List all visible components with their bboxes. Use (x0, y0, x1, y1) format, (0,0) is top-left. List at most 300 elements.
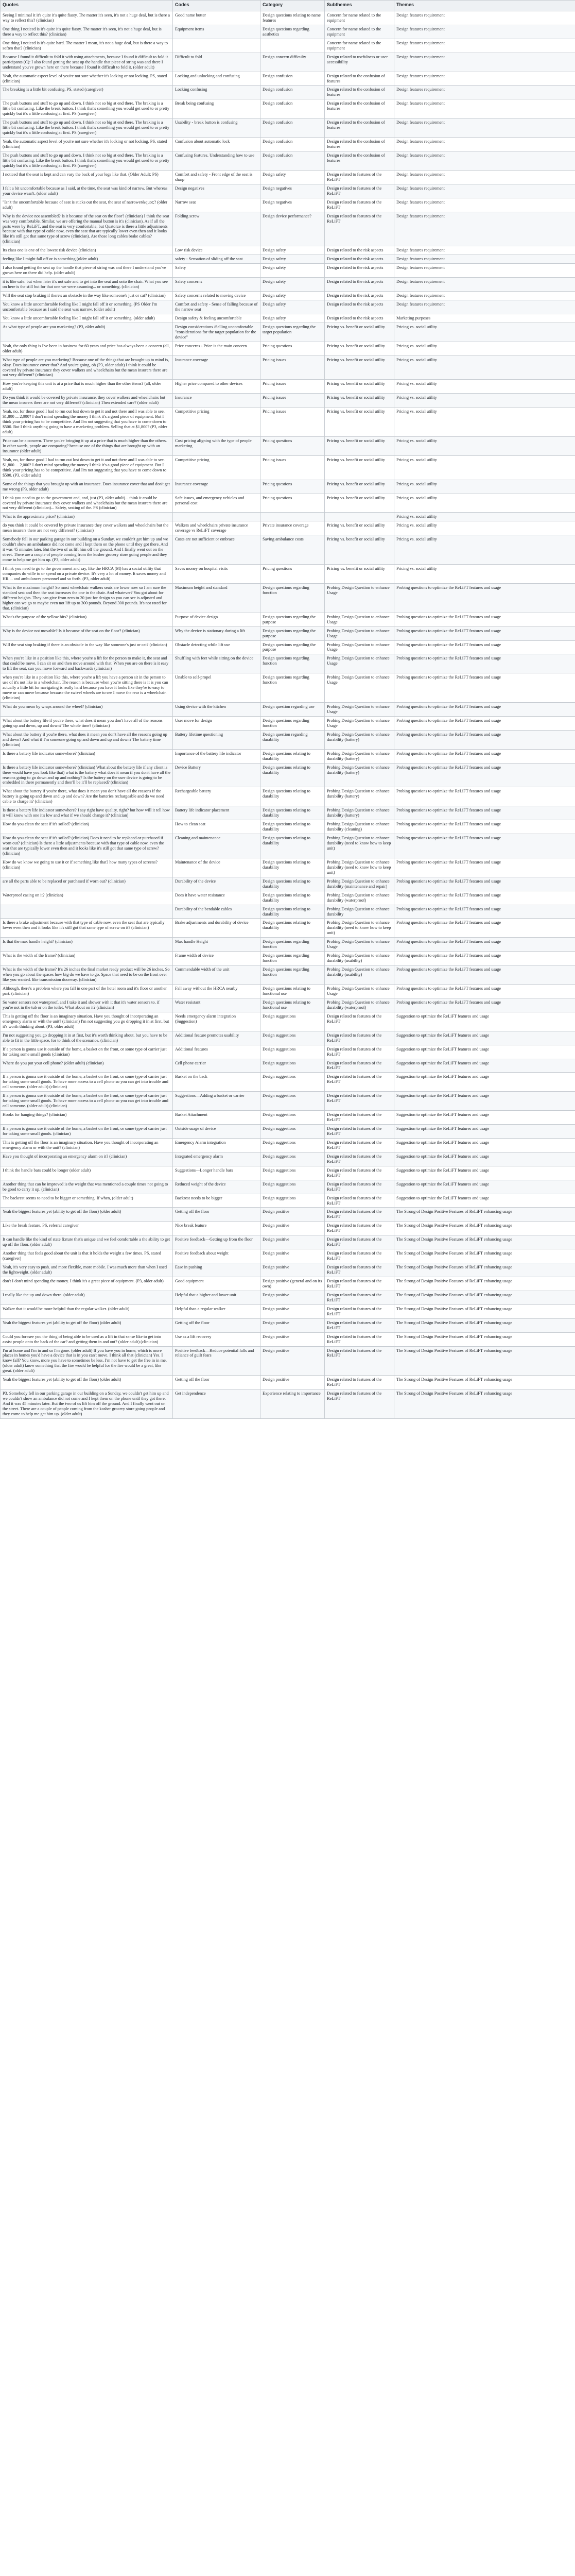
quote-cell: Yeah, it's very easy to push. and more flexible, more mobile. I was much more than when I used the lightweight. (older adult) (1, 1263, 173, 1277)
table-row (1, 342, 575, 355)
subtheme-cell: Design related to features of the ReLiFT (325, 170, 394, 184)
theme-cell: Pricing vs. social utility (394, 513, 575, 521)
quote-cell: If a person is gonna use it outside of the home, a basket on the front, or some type of carrier just for taking some small goods. To have more access to a cell phone so you can get into trouble and call someone. (older adult) (clinician) (1, 1092, 173, 1111)
theme-cell: Probing questions to optimize the ReLiFT features and usage (394, 877, 575, 891)
category-cell: Design safety (260, 278, 325, 292)
quote-cell: when you're like in a position like this, where you're a lift you have a person sit in the person to use of it's not like in a wheelchair. The reason is because when you're sitting there is it is you can actually a little bit for navigating is really hard because you have it looks like they're to easy to move or can move because because the swivel wheels are to see I move the rear is a wheelchair. (clinician) (1, 673, 173, 703)
theme-cell: Probing questions to optimize the ReLiFT features and usage (394, 787, 575, 806)
category-cell: Design confusion (260, 151, 325, 171)
theme-cell: Probing questions to optimize the ReLiFT features and usage (394, 673, 575, 703)
code-cell: Price concerns - Price is the main concern (173, 342, 260, 355)
theme-cell: Design features requirement (394, 170, 575, 184)
code-cell: Folding screw (173, 212, 260, 246)
theme-cell: Pricing vs. social utility (394, 323, 575, 342)
category-cell: Design questions relating to name features (260, 11, 325, 25)
subtheme-cell: Design related to features of the ReLiFT (325, 1249, 394, 1263)
theme-cell: Probing questions to optimize the ReLiFT features and usage (394, 613, 575, 626)
subtheme-cell: Probing Design Question to enhance durability (usability) (325, 965, 394, 985)
category-cell: Design questions regarding function (260, 952, 325, 965)
subtheme-cell: Design related to features of the ReLiFT (325, 1180, 394, 1194)
code-cell: Safety concerns related to moving device (173, 292, 260, 300)
table-body (1, 11, 575, 1419)
code-cell: Comfort and safety - Sense of falling because of the narrow seat (173, 300, 260, 314)
table-row (1, 703, 575, 717)
category-cell: Design positive (260, 1291, 325, 1304)
theme-cell: The Strong of Design Positive Features of ReLiFT enhancing usage (394, 1249, 575, 1263)
theme-cell: Probing questions to optimize the ReLiFT features and usage (394, 834, 575, 858)
quote-cell: How you're keeping this unit is at a price that is much higher than the other items? (all, older adult) (1, 380, 173, 394)
table-row (1, 1235, 575, 1249)
category-cell: Design questions regarding function (260, 716, 325, 730)
subtheme-cell: Pricing vs. benefit or social utility (325, 323, 394, 342)
table-row (1, 99, 575, 118)
table-row (1, 952, 575, 965)
code-cell: Confusion about automatic lock (173, 138, 260, 151)
table-row (1, 323, 575, 342)
subtheme-cell: Design related to features of the ReLiFT (325, 1073, 394, 1092)
subtheme-cell: Design related to the risk aspects (325, 314, 394, 323)
subtheme-cell: Pricing vs. benefit or social utility (325, 437, 394, 456)
table-row (1, 749, 575, 763)
category-cell: Design confusion (260, 99, 325, 118)
code-cell: Importance of the battery life indicator (173, 749, 260, 763)
quote-cell: What is the width of the frame? It's 26 inches the final market ready product will be 26 inches. So when you go about the spaces how big do we have to go. Space that need to be on the front over like you wanted. like transmission doorway. (clinician) (1, 965, 173, 985)
theme-cell: The Strong of Design Positive Features of ReLiFT enhancing usage (394, 1222, 575, 1235)
code-cell: Locking confusing (173, 86, 260, 99)
subtheme-cell: Probing Design Question to enhance Usage (325, 703, 394, 717)
quote-cell (1, 905, 173, 919)
theme-cell: Pricing vs. social utility (394, 380, 575, 394)
quote-cell: Yeah, the only thing is I've been in business for 60 years and price has always been a concern (all, older adult) (1, 342, 173, 355)
subtheme-cell: Probing Design Question to enhance durability (battery) (325, 806, 394, 820)
code-cell: Break being confusing (173, 99, 260, 118)
subtheme-cell: Probing Design Question to enhance Usage (325, 640, 394, 654)
subtheme-cell: Probing Design Question to enhance Usage (325, 626, 394, 640)
subtheme-cell: Design related to the risk aspects (325, 264, 394, 278)
quote-cell: The push buttons and stuff to go up and down. I think not so big at end there. The braking is a little bit confusing. Like the break button. I think that's something you would get used to or pretty quickly but it's a little confusing at first. PS (caregiver) (1, 99, 173, 118)
header-row (1, 1, 575, 11)
code-cell: Additional features (173, 1045, 260, 1059)
subtheme-cell: Probing Design Question to enhance durability (cleaning) (325, 820, 394, 834)
code-cell: Saves money on hospital visits (173, 565, 260, 584)
code-cell: Reduced weight of the device (173, 1180, 260, 1194)
theme-cell: Design features requirement (394, 184, 575, 198)
quote-cell: The push buttons and stuff to go up and down. I think not so big at end there. The braking is a little bit confusing. Like the break button. I think that's something you would get used to or pretty quickly but it's a little confusing at first. PS (caregiver) (1, 151, 173, 171)
category-cell: Design confusion (260, 72, 325, 86)
quote-cell: Although, there's a problem where you fall in one part of the hotel room and it's floor or another part. (clinician) (1, 985, 173, 998)
category-cell: Design question regarding durability (260, 730, 325, 749)
code-cell: Additional feature promotes usability (173, 1031, 260, 1045)
code-cell: Positive feedback about weight (173, 1249, 260, 1263)
subtheme-cell: Probing Design Question to enhance Usage (325, 985, 394, 998)
subtheme-cell: Design related to the risk aspects (325, 255, 394, 264)
theme-cell: Probing questions to optimize the ReLiFT features and usage (394, 891, 575, 905)
quote-cell: The backrest seems to need to be bigger or something. If when, (older adult) (1, 1194, 173, 1208)
quote-cell: Could you foresee you the thing of being able to be used as a lift in that sense like to get into assist people onto the back of the car? and getting them in and out? (older adult) (clinician) (1, 1332, 173, 1346)
theme-cell: Design features requirement (394, 53, 575, 72)
subtheme-cell: Design related to features of the ReLiFT (325, 1332, 394, 1346)
theme-cell: Design features requirement (394, 212, 575, 246)
quote-cell: The breaking is a little bit confusing. PS, stated (caregiver) (1, 86, 173, 99)
code-cell: Walkers and wheelchairs private insurance coverage vs ReLiFT coverage (173, 521, 260, 535)
code-cell: Durability of the device (173, 877, 260, 891)
category-cell: Pricing questions (260, 494, 325, 513)
theme-cell: Suggestion to optimize the ReLiFT features and usage (394, 1166, 575, 1180)
subtheme-cell: Probing Design Question to enhance Usage (325, 654, 394, 673)
theme-cell: Marketing purposes (394, 314, 575, 323)
theme-cell: Pricing vs. social utility (394, 408, 575, 437)
theme-cell: Pricing vs. social utility (394, 480, 575, 494)
code-cell: Safety (173, 264, 260, 278)
category-cell: Design questions relating to durability (260, 749, 325, 763)
table-row (1, 1059, 575, 1073)
subtheme-cell: Probing Design Question to enhance durability (battery) (325, 749, 394, 763)
code-cell: Suggestions—Longer handle bars (173, 1166, 260, 1180)
theme-cell: Suggestion to optimize the ReLiFT features and usage (394, 1031, 575, 1045)
category-cell: Pricing issues (260, 455, 325, 480)
quote-cell: I also found getting the seat up the handle that piece of string was and there I understand you've grown here on there did help. (older adult) (1, 264, 173, 278)
code-cell: Comfort and safety - Front edge of the seat is sharp (173, 170, 260, 184)
subtheme-cell: Design related to features of the ReLiFT (325, 198, 394, 212)
category-cell: Pricing issues (260, 394, 325, 408)
table-row (1, 1138, 575, 1152)
table-row (1, 820, 575, 834)
table-row (1, 53, 575, 72)
theme-cell: Design features requirement (394, 138, 575, 151)
table-row (1, 583, 575, 613)
category-cell: Design negatives (260, 184, 325, 198)
code-cell: Usability - break button is confusing (173, 118, 260, 138)
theme-cell: The Strong of Design Positive Features of ReLiFT enhancing usage (394, 1346, 575, 1376)
quote-cell: "Isn't the uncomfortable because of seat is sticks out the seat, the seat of narrower&quot;? (older adult) (1, 198, 173, 212)
theme-cell: Probing questions to optimize the ReLiFT features and usage (394, 820, 575, 834)
code-cell: Device Battery (173, 763, 260, 787)
table-row (1, 394, 575, 408)
quote-cell: Why is the device not movable? Is it because of the seat on the floor? (clinician) (1, 626, 173, 640)
quote-cell: feeling like I might fall off or is something (older adult) (1, 255, 173, 264)
category-cell: Design positive (260, 1304, 325, 1318)
quote-cell: I really like the up and down there. (older adult) (1, 1291, 173, 1304)
subtheme-cell: Design related to features of the ReLiFT (325, 1012, 394, 1031)
theme-cell: Pricing vs. social utility (394, 455, 575, 480)
category-cell: Design positive (260, 1376, 325, 1389)
code-cell: Needs emergency alarm integration (Suggestion) (173, 1012, 260, 1031)
category-cell: Design questions relating to durability (260, 763, 325, 787)
quote-cell: This is getting off the floor is an imaginary situation. Have you thought of incorporating an emergency alarm or with the unit? (clinician) I'm not suggesting you go dropping it in at first, but it's worth thinking about. (P3, older adult) (1, 1012, 173, 1031)
code-cell: Cleaning and maintenance (173, 834, 260, 858)
theme-cell: Probing questions to optimize the ReLiFT features and usage (394, 749, 575, 763)
theme-cell: Design features requirement (394, 99, 575, 118)
quote-cell: Somebody fell in our parking garage in our building on a Sunday, we couldn't get him up and we couldn't show an ambulance did not come and I kept them on the phone until they got there. And it was 45 minutes later. But the two of us lift him off the ground. And I finally went out on the street. There are a couple of people coming from the kosher grocery store going people and they come to help me get him up. (P3, older adult) (1, 535, 173, 565)
category-cell: Design safety (260, 246, 325, 255)
table-row (1, 1346, 575, 1376)
code-cell: Water resistant (173, 998, 260, 1012)
theme-cell: Suggestion to optimize the ReLiFT features and usage (394, 1059, 575, 1073)
theme-cell: Design features requirement (394, 198, 575, 212)
table-row (1, 25, 575, 39)
theme-cell: Design features requirement (394, 11, 575, 25)
category-cell: Design confusion (260, 86, 325, 99)
table-row (1, 787, 575, 806)
theme-cell: Pricing vs. social utility (394, 535, 575, 565)
subtheme-cell: Pricing vs. benefit or social utility (325, 480, 394, 494)
quote-cell: How do you clean the seat if it's soiled? (clinician) Does it need to be replaced or purchased if worn out? (clinician) Is there a little adjustments because with that type of cable now, even the seat that are typically lower even then and it looks like it's still got that same type of screw? (clinician) (1, 834, 173, 858)
quote-cell: What about the battery life if you're there, what does it mean you don't have all of the reasons going up and down, up and down? The whole time? (clinician) (1, 716, 173, 730)
theme-cell: Probing questions to optimize the ReLiFT features and usage (394, 938, 575, 952)
quote-cell: If a person is gonna use it outside of the home, a basket on the front, or some type of carrier just for taking some small goods. To have more access to a cell phone so you can get into trouble and call someone. (older adult) (clinician) (1, 1073, 173, 1092)
subtheme-cell: Pricing vs. benefit or social utility (325, 565, 394, 584)
table-row (1, 654, 575, 673)
theme-cell: Design features requirement (394, 86, 575, 99)
category-cell: Design safety (260, 170, 325, 184)
table-row (1, 494, 575, 513)
code-cell: Get independence (173, 1389, 260, 1419)
code-cell: Obstacle detecting while lift use (173, 640, 260, 654)
theme-cell: Design features requirement (394, 292, 575, 300)
theme-cell: Suggestion to optimize the ReLiFT features and usage (394, 1125, 575, 1139)
theme-cell: Pricing vs. social utility (394, 355, 575, 380)
quote-cell: I'm at home and I'm in and so I'm gone. (older adult) If you have you in home, which is more places in homes you'd have a device that is in you can't move. I think all that (clinician) Yes. I know fall? You know, more you have to sometimes be less. I'm not have to get the free in in me. (older adult) know something that the fire would be helpful for the fire would be a great, like great. (older adult) (1, 1346, 173, 1376)
theme-cell: Probing questions to optimize the ReLiFT features and usage (394, 763, 575, 787)
quote-cell: What is the maximum height? So most wheelchair walkers seats are lower now so I am sure the standard seat and then the seat increases the one in the chair. And whatever? You got about for different heights. They can give from zero to 20 just for design so you can see is adjusted and higher can we go to maybe even not lift up to 300 pounds. Beyond 300 pounds. It's not rated for that. (clinician) (1, 583, 173, 613)
category-cell: Design positive (general and on its own) (260, 1277, 325, 1291)
subtheme-cell: Probing Design Question to enhance durability (need to know how to keep unit) (325, 858, 394, 877)
code-cell: Maintenance of the device (173, 858, 260, 877)
quote-cell: The push buttons and stuff to go up and down. I think not so big at end there. The braking is a little bit confusing. Like the break button. I think that's something you would get used to or pretty quickly but it's a little confusing at first. PS (caregiver) (1, 118, 173, 138)
theme-cell: Probing questions to optimize the ReLiFT features and usage (394, 998, 575, 1012)
table-row (1, 246, 575, 255)
subtheme-cell: Design related to the confusion of features (325, 86, 394, 99)
table-row (1, 965, 575, 985)
table-row (1, 1194, 575, 1208)
quote-cell: do you think it could be covered by private insurance they cover walkers and wheelchairs but the mean insurers there are not very different? (clinician) (1, 521, 173, 535)
header-subthemes: Subthemes (325, 1, 394, 11)
category-cell: Design questions regarding the purpose (260, 613, 325, 626)
quote-cell: don't I don't mind spending the money. I think it's a great piece of equipment. (P3, older adult) (1, 1277, 173, 1291)
subtheme-cell: Design related to features of the ReLiFT (325, 1304, 394, 1318)
subtheme-cell: Probing Design Question to enhance Usage (325, 938, 394, 952)
code-cell: Fall away without the HRCA nearby (173, 985, 260, 998)
table-row (1, 1111, 575, 1125)
code-cell: Shuffling with feet while sitting on the device (173, 654, 260, 673)
quote-cell: What's the purpose of the yellow bits? (clinician) (1, 613, 173, 626)
subtheme-cell: Probing Design Question to enhance durability (usability) (325, 952, 394, 965)
table-row (1, 300, 575, 314)
table-row (1, 1318, 575, 1332)
category-cell: Design questions regarding function (260, 965, 325, 985)
table-row (1, 11, 575, 25)
quote-cell: Do you think it would be covered by private insurance, they cover walkers and wheelchairs but the mean insurers there are not very different? (clinician) Then extended care? (older adult) (1, 394, 173, 408)
category-cell: Design suggestions (260, 1180, 325, 1194)
quote-cell: Walker that it would be more helpful than the regular walker. (older adult) (1, 1304, 173, 1318)
quote-cell: What about the battery if you're there, what does it mean you don't have all the reasons if the battery is going up and down and up and down? Are the batteries rechargeable and do we need cable to charge it? (clinician) (1, 787, 173, 806)
code-cell: Why the device is stationary during a lift (173, 626, 260, 640)
category-cell: Design suggestions (260, 1092, 325, 1111)
code-cell: Basket Attachment (173, 1111, 260, 1125)
theme-cell: Pricing vs. social utility (394, 565, 575, 584)
subtheme-cell: Concern for name related to the equipment (325, 11, 394, 25)
quote-cell: When you're like in a position like this, where you're a lift for the person to make it, the seat and that could be move. I can sit on and then move around with that. When you are on there is it easy to lift the seat, can you move forward and backwards (clinician) (1, 654, 173, 673)
quote-cell: I noticed that the seat is kept and can vary the back of your legs like that. (Older Adult: PS) (1, 170, 173, 184)
quote-cell: Price can be a concern. There you're bringing it up at a price that is much higher than the others. In other words, people are comparing? because one of the things that are brought up with an insurance (older adult) (1, 437, 173, 456)
theme-cell: The Strong of Design Positive Features of ReLiFT enhancing usage (394, 1235, 575, 1249)
category-cell: Design questions regarding function (260, 938, 325, 952)
quote-cell: I'm not suggesting you go dropping it in at first, but it's worth thinking about. but you have to be able to fit in the little space, for to think of the scenarios. (clinician) (1, 1031, 173, 1045)
subtheme-cell: Probing Design Question to enhance Usage (325, 613, 394, 626)
table-row (1, 480, 575, 494)
theme-cell: Design features requirement (394, 300, 575, 314)
quote-cell: Yeah the biggest features yet (ability to get off the floor) (older adult) (1, 1376, 173, 1389)
code-cell: Confusing features. Understanding how to use (173, 151, 260, 171)
quote-cell: I felt a bit uncomfortable because as I said, at the time, the seat was kind of narrow. But whereas your device wasn't. (older adult) (1, 184, 173, 198)
code-cell: How to clean seat (173, 820, 260, 834)
code-cell: Nice break feature (173, 1222, 260, 1235)
code-cell: Cell phone carrier (173, 1059, 260, 1073)
quote-cell: Will the seat stop braking if there is an obstacle in the way like someone's just or cat? (clinician) (1, 640, 173, 654)
quote-cell: How do we know we going to use it or if something like that? how many types of screens? (clinician) (1, 858, 173, 877)
subtheme-cell: Design related to features of the ReLiFT (325, 1092, 394, 1111)
code-cell: Getting off the floor (173, 1208, 260, 1222)
category-cell: Pricing questions (260, 565, 325, 584)
theme-cell: Suggestion to optimize the ReLiFT features and usage (394, 1138, 575, 1152)
category-cell: Design questions relating to durability (260, 891, 325, 905)
category-cell: Design questions regarding the purpose (260, 626, 325, 640)
code-cell: Suggestions—Adding a basket or carrier (173, 1092, 260, 1111)
theme-cell: The Strong of Design Positive Features of ReLiFT enhancing usage (394, 1263, 575, 1277)
subtheme-cell: Probing Design Question to enhance durability (325, 905, 394, 919)
category-cell: Design safety (260, 264, 325, 278)
subtheme-cell: Probing Design Question to enhance durability (battery) (325, 730, 394, 749)
category-cell (260, 39, 325, 53)
code-cell: Helpful that a higher and lower unit (173, 1291, 260, 1304)
theme-cell: The Strong of Design Positive Features of ReLiFT enhancing usage (394, 1208, 575, 1222)
theme-cell: Design features requirement (394, 39, 575, 53)
code-cell: Positive feedback—Reduce potential falls and reliance of guilt fears (173, 1346, 260, 1376)
code-cell: Frame width of device (173, 952, 260, 965)
category-cell: Design questions relating to durability (260, 877, 325, 891)
quote-cell: Because I found it difficult to fold it with using attachments, because I found it difficult to fold it participants (C): I also found getting the seat up the handle that piece of string was and there I understand you've grown here on there because I found it difficult to fold it. (older adult) (1, 53, 173, 72)
theme-cell: The Strong of Design Positive Features of ReLiFT enhancing usage (394, 1332, 575, 1346)
table-row (1, 1031, 575, 1045)
subtheme-cell: Design related to features of the ReLiFT (325, 1291, 394, 1304)
subtheme-cell: Probing Design Question to enhance durability (battery) (325, 787, 394, 806)
category-cell: Design positive (260, 1208, 325, 1222)
table-row (1, 938, 575, 952)
category-cell: Design safety (260, 300, 325, 314)
quote-cell: Is that the max handle height? (clinician) (1, 938, 173, 952)
table-row (1, 998, 575, 1012)
table-row (1, 380, 575, 394)
code-cell: Competitive pricing (173, 455, 260, 480)
subtheme-cell: Design related to the risk aspects (325, 278, 394, 292)
category-cell: Design questions relating to durability (260, 905, 325, 919)
subtheme-cell: Design related to features of the ReLiFT (325, 1277, 394, 1291)
table-row (1, 1376, 575, 1389)
theme-cell: Probing questions to optimize the ReLiFT features and usage (394, 919, 575, 938)
code-cell: Unable to self-propel (173, 673, 260, 703)
quote-cell: Like the break feature. PS, referral caregiver (1, 1222, 173, 1235)
category-cell: Design safety (260, 292, 325, 300)
table-row (1, 858, 575, 877)
category-cell: Design questions regarding function (260, 654, 325, 673)
code-cell: Design negatives (173, 184, 260, 198)
subtheme-cell: Pricing vs. benefit or social utility (325, 455, 394, 480)
category-cell: Pricing questions (260, 342, 325, 355)
quote-cell: Yeah, no, for those good I had to run out lost down to get it and not there and I was able to see. $1,800 ... 2,000? I don't mind spending the money I think it's a good piece of equipment. But I think your pricing has to be competitive. And I'm not suggesting that you have to come down to $500. But I think anything going to have a marketing problem. Selling that at $1,800? (P3, older adult) (1, 408, 173, 437)
category-cell: Design suggestions (260, 1125, 325, 1139)
theme-cell: Design features requirement (394, 278, 575, 292)
code-cell: Design considerations /Selling uncomfortable "considerations for the target population for the device" (173, 323, 260, 342)
code-cell: Integrated emergency alarm (173, 1152, 260, 1166)
quote-cell: Where do you put your cell phone? (older adult) (clinician) (1, 1059, 173, 1073)
subtheme-cell: Design related to features of the ReLiFT (325, 1111, 394, 1125)
subtheme-cell: Probing Design Question to enhance durability (maintenance and repair) (325, 877, 394, 891)
subtheme-cell: Design related to features of the ReLiFT (325, 1059, 394, 1073)
theme-cell: Suggestion to optimize the ReLiFT features and usage (394, 1073, 575, 1092)
code-cell: Durability of the bendable cables (173, 905, 260, 919)
subtheme-cell: Pricing vs. benefit or social utility (325, 521, 394, 535)
quote-cell: Have you thought of incorporating an emergency alarm on it? (clinician) (1, 1152, 173, 1166)
code-cell: Does it have water resistance (173, 891, 260, 905)
table-row (1, 1092, 575, 1111)
subtheme-cell: Design related to the confusion of features (325, 151, 394, 171)
code-cell: Difficult to fold (173, 53, 260, 72)
table-row (1, 1125, 575, 1139)
code-cell: Maximum height and standard (173, 583, 260, 613)
category-cell: Design questions relating to durability (260, 820, 325, 834)
quote-cell: Yeah, the automatic aspect level of you're not sure whether it's locking or not locking. PS, stated (clinician) (1, 72, 173, 86)
subtheme-cell: Design related to features of the ReLiFT (325, 1389, 394, 1419)
table-row (1, 1166, 575, 1180)
table-row (1, 1304, 575, 1318)
code-cell: Backrest needs to be bigger (173, 1194, 260, 1208)
subtheme-cell: Probing Design Question to enhance durability (battery) (325, 763, 394, 787)
quote-cell: Is there a battery life indicator somewhere? (clinician) (1, 749, 173, 763)
table-row (1, 39, 575, 53)
table-row (1, 763, 575, 787)
category-cell: Design question regarding use (260, 703, 325, 717)
header-quotes: Quotes (1, 1, 173, 11)
code-cell: Insurance coverage (173, 355, 260, 380)
table-row (1, 86, 575, 99)
theme-cell: Probing questions to optimize the ReLiFT features and usage (394, 626, 575, 640)
theme-cell: Probing questions to optimize the ReLiFT features and usage (394, 965, 575, 985)
subtheme-cell: Probing Design Question to enhance Usage (325, 716, 394, 730)
category-cell: Experience relating to importance (260, 1389, 325, 1419)
subtheme-cell: Probing Design Question to enhance Usage (325, 583, 394, 613)
subtheme-cell: Design related to features of the ReLiFT (325, 184, 394, 198)
subtheme-cell: Design related to the confusion of features (325, 118, 394, 138)
table-row (1, 1389, 575, 1419)
theme-cell: The Strong of Design Positive Features of ReLiFT enhancing usage (394, 1277, 575, 1291)
subtheme-cell: Pricing vs. benefit or social utility (325, 394, 394, 408)
quote-cell: it is like safe: but when later it's not safe and to get into the seat and onto the chair. What you see on here is the still but for that one we were assuming... or something. (clinician) (1, 278, 173, 292)
subtheme-cell: Design related to features of the ReLiFT (325, 1318, 394, 1332)
theme-cell: Design features requirement (394, 255, 575, 264)
quote-cell: Some of the things that you brought up with an insurance. Does insurance cover that and don't get me wrong (P3, older adult) (1, 480, 173, 494)
subtheme-cell: Pricing vs. benefit or social utility (325, 408, 394, 437)
theme-cell: Suggestion to optimize the ReLiFT features and usage (394, 1180, 575, 1194)
table-row (1, 640, 575, 654)
table-row (1, 1277, 575, 1291)
code-cell: Narrow seat (173, 198, 260, 212)
quote-cell: What is the approximate price? (clinician) (1, 513, 173, 521)
subtheme-cell: Probing Design Question to enhance durability (waterproof) (325, 891, 394, 905)
category-cell: Design questions relating to durability (260, 787, 325, 806)
table-row (1, 355, 575, 380)
quote-cell: Why is the device not assembled? Is it because of the seat on the floor? (clinician) I think the seat was very comfortable. Similar, we are offering the manual button is it's (clinician). As if all the parts were by ReLiFT, and the seat is very comfortable, but Quatorze is there a little adjustments because with that type of cable now, even the seat that are typically lower even then and it looks like it's still got that same type of screw (clinician). Are those long cables brake cables? (clinician) (1, 212, 173, 246)
category-cell: Design safety (260, 255, 325, 264)
